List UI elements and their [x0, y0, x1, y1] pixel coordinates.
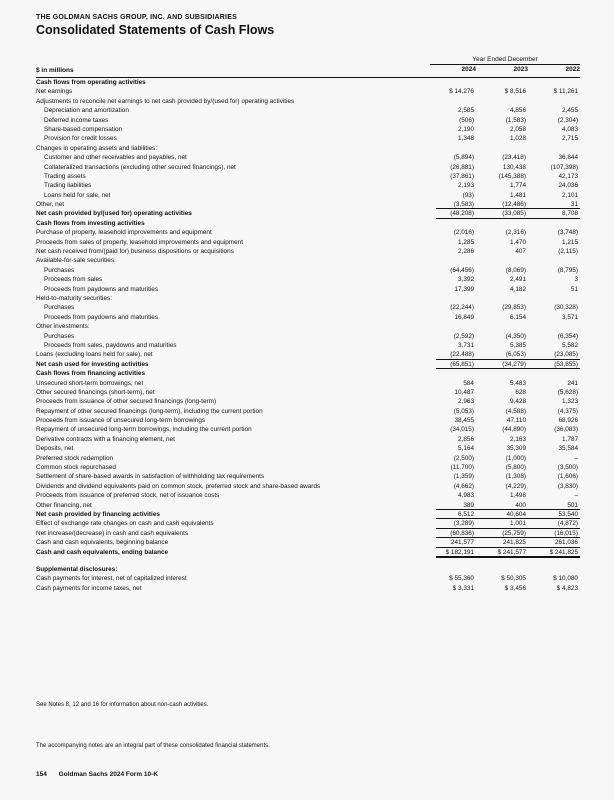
table-row — [36, 116, 580, 125]
value-cell-2024: $ 55,360 — [449, 575, 474, 583]
value-cell-2023: 40,604 — [506, 510, 526, 518]
row-label: Trading assets — [44, 172, 86, 180]
value-cell-2022: (36,083) — [554, 426, 578, 434]
value-cell-2024: (11,700) — [450, 464, 474, 472]
value-cell-2022: (2,115) — [558, 248, 578, 256]
value-cell-2023: $ 8,516 — [504, 88, 526, 96]
table-row — [36, 501, 580, 510]
value-cell-2023: 1,470 — [510, 238, 526, 246]
row-label: Cash flows from investing activities — [36, 219, 145, 227]
value-cell-2024: (93) — [462, 191, 474, 199]
value-cell-2022: 1,215 — [562, 238, 578, 246]
row-label: Proceeds from issuance of unsecured long-term borrowings — [36, 417, 206, 425]
table-row — [36, 87, 580, 96]
row-label: Net cash received from/(paid for) business dispositions or acquisitions — [36, 248, 234, 256]
non-cash-note: See Notes 8, 12 and 16 for information about non-cash activities. — [36, 702, 209, 708]
value-cell-2022: (53,855) — [554, 360, 578, 368]
value-cell-2022: 241 — [567, 379, 578, 387]
value-cell-2023: 2,491 — [510, 276, 526, 284]
row-label: Deposits, net — [36, 445, 74, 453]
row-label: Trading liabilities — [44, 182, 92, 190]
row-label: Proceeds from issuance of other secured financings (long-term) — [36, 398, 217, 406]
value-cell-2023: 35,309 — [506, 445, 526, 453]
report-name: Goldman Sachs 2024 Form 10-K — [58, 771, 159, 778]
value-cell-2022: 2,455 — [562, 107, 578, 115]
table-row — [36, 266, 580, 275]
row-label: Common stock repurchased — [36, 464, 116, 472]
cash-flow-table — [36, 78, 580, 593]
row-label: Provision for credit losses — [44, 135, 117, 143]
value-cell-2022: 31 — [570, 201, 578, 209]
value-cell-2023: 47,110 — [506, 417, 526, 425]
row-label: Settlement of share-based awards in satisfaction of withholding tax requirements — [36, 473, 265, 481]
value-cell-2024: 17,399 — [454, 285, 474, 293]
value-cell-2023: (6,053) — [505, 351, 526, 359]
table-row — [36, 303, 580, 312]
value-cell-2023: 628 — [515, 388, 526, 396]
section-header-row — [36, 219, 580, 228]
value-cell-2023: 1,028 — [510, 135, 526, 143]
table-row — [36, 163, 580, 172]
table-row — [36, 548, 580, 557]
table-row — [36, 106, 580, 115]
value-cell-2024: 1,348 — [458, 135, 474, 143]
value-cell-2023: (25,759) — [502, 529, 526, 537]
table-row — [36, 472, 580, 481]
column-headers — [430, 56, 580, 75]
table-row — [36, 144, 580, 153]
value-cell-2022: 5,582 — [562, 341, 578, 349]
value-cell-2023: (12,486) — [502, 201, 526, 209]
value-cell-2022: 3 — [574, 276, 578, 284]
table-row — [36, 200, 580, 209]
value-cell-2022: $ 11,261 — [553, 88, 578, 96]
table-row — [36, 491, 580, 500]
value-cell-2022: (30,328) — [554, 304, 578, 312]
value-cell-2022: (5,628) — [557, 388, 578, 396]
row-label: Proceeds from sales of property, leasehold improvements and equipment — [36, 238, 243, 246]
row-label: Cash and cash equivalents, beginning balance — [36, 539, 169, 547]
value-cell-2024: 16,849 — [454, 313, 474, 321]
section-header-row — [36, 565, 580, 574]
value-cell-2022: 501 — [567, 501, 578, 509]
value-cell-2023: 130,438 — [502, 163, 526, 171]
section-header-row — [36, 78, 580, 87]
row-label: Derivative contracts with a financing element, net — [36, 435, 175, 443]
table-row — [36, 322, 580, 331]
year-columns — [430, 65, 580, 75]
value-cell-2022: 8,708 — [562, 210, 578, 218]
table-row — [36, 350, 580, 359]
value-cell-2022: $ 4,823 — [556, 584, 578, 592]
table-row — [36, 444, 580, 453]
value-cell-2023: (4,588) — [505, 407, 526, 415]
value-cell-2023: (1,308) — [505, 473, 526, 481]
table-row — [36, 153, 580, 162]
table-row — [36, 181, 580, 190]
value-cell-2022: (1,606) — [557, 473, 578, 481]
value-cell-2024: (3,583) — [453, 201, 474, 209]
table-row — [36, 256, 580, 265]
row-label: Effect of exchange rate changes on cash and cash equivalents — [36, 520, 214, 528]
value-cell-2024: 6,512 — [458, 510, 474, 518]
value-cell-2022: 24,036 — [558, 182, 578, 190]
row-label: Proceeds from paydowns and maturities — [44, 313, 159, 321]
value-cell-2022: (6,354) — [557, 332, 578, 340]
row-label: Other financing, net — [36, 501, 92, 509]
value-cell-2023: (44,890) — [502, 426, 526, 434]
value-cell-2023: 6,154 — [510, 313, 526, 321]
value-cell-2024: 3,731 — [458, 341, 474, 349]
value-cell-2023: $ 50,305 — [501, 575, 526, 583]
year-column-0: 2024 — [461, 66, 476, 73]
value-cell-2022: (3,748) — [557, 229, 578, 237]
value-cell-2024: 3,392 — [458, 276, 474, 284]
table-row — [36, 275, 580, 284]
table-row — [36, 134, 580, 143]
value-cell-2024: 241,577 — [450, 539, 474, 547]
value-cell-2024: 2,856 — [458, 435, 474, 443]
row-label: Depreciation and amortization — [44, 107, 129, 115]
table-row — [36, 360, 580, 369]
value-cell-2022: (4,375) — [557, 407, 578, 415]
table-row — [36, 228, 580, 237]
value-cell-2024: (22,244) — [450, 304, 474, 312]
value-cell-2023: 1,481 — [510, 191, 526, 199]
value-cell-2024: 2,190 — [458, 125, 474, 133]
statement-title: Consolidated Statements of Cash Flows — [36, 23, 275, 37]
row-label: Customer and other receivables and payables, net — [44, 154, 187, 162]
row-label: Cash payments for income taxes, net — [36, 584, 142, 592]
value-cell-2023: $ 241,577 — [497, 548, 526, 556]
table-row — [36, 416, 580, 425]
value-cell-2023: 241,825 — [502, 539, 526, 547]
table-row — [36, 584, 580, 593]
value-cell-2022: (2,304) — [557, 116, 578, 124]
value-cell-2023: 1,498 — [510, 492, 526, 500]
value-cell-2024: 2,963 — [458, 398, 474, 406]
row-label: Cash flows from operating activities — [36, 79, 146, 86]
table-row — [36, 397, 580, 406]
row-label: Net earnings — [36, 88, 73, 96]
value-cell-2023: (23,418) — [502, 154, 526, 162]
value-cell-2022: – — [574, 492, 578, 500]
section-header-row — [36, 369, 580, 378]
value-cell-2024: (2,500) — [453, 454, 474, 462]
row-label: Dividends and dividend equivalents paid on common stock, preferred stock and share-based awards — [36, 482, 321, 490]
row-label: Purchases — [44, 332, 75, 340]
table-row — [36, 125, 580, 134]
value-cell-2022: 261,036 — [554, 539, 578, 547]
value-cell-2023: (5,800) — [505, 464, 526, 472]
value-cell-2024: (5,894) — [453, 154, 474, 162]
value-cell-2024: (1,359) — [453, 473, 474, 481]
value-cell-2022: 53,540 — [558, 510, 578, 518]
year-column-2: 2022 — [565, 66, 580, 73]
row-label: Held-to-maturity securities: — [36, 294, 112, 302]
value-cell-2024: (26,881) — [450, 163, 474, 171]
table-row — [36, 519, 580, 528]
value-cell-2022: 42,173 — [558, 172, 578, 180]
table-row — [36, 510, 580, 519]
row-label: Deferred income taxes — [44, 116, 109, 124]
value-cell-2024: (60,836) — [450, 529, 474, 537]
table-row — [36, 454, 580, 463]
table-row — [36, 294, 580, 303]
table-row — [36, 191, 580, 200]
row-label: Net cash provided by financing activities — [36, 510, 160, 518]
row-label: Purchases — [44, 266, 75, 274]
table-row — [36, 172, 580, 181]
row-label: Other, net — [36, 201, 65, 209]
value-cell-2024: 10,487 — [454, 388, 474, 396]
value-cell-2024: $ 14,276 — [449, 88, 474, 96]
table-row — [36, 285, 580, 294]
table-row — [36, 407, 580, 416]
value-cell-2024: (34,015) — [450, 426, 474, 434]
table-row — [36, 247, 580, 256]
value-cell-2023: (8,069) — [505, 266, 526, 274]
value-cell-2024: 2,585 — [458, 107, 474, 115]
row-label: Preferred stock redemption — [36, 454, 114, 462]
row-label: Proceeds from sales — [44, 276, 103, 284]
row-label: Net increase/(decrease) in cash and cash equivalents — [36, 529, 189, 537]
value-cell-2024: (4,662) — [453, 482, 474, 490]
value-cell-2024: (3,289) — [453, 520, 474, 528]
row-label: Repayment of unsecured long-term borrowings, including the current portion — [36, 426, 252, 434]
value-cell-2023: 1,774 — [510, 182, 526, 190]
value-cell-2023: (145,388) — [498, 172, 526, 180]
row-label: Cash flows from financing activities — [36, 370, 146, 378]
value-cell-2023: (2,316) — [505, 229, 526, 237]
table-row — [36, 313, 580, 322]
value-cell-2023: 1,001 — [510, 520, 526, 528]
value-cell-2023: 2,163 — [510, 435, 526, 443]
value-cell-2022: $ 241,825 — [549, 548, 578, 556]
page-footer — [36, 771, 158, 778]
value-cell-2022: 51 — [570, 285, 578, 293]
table-row — [36, 435, 580, 444]
year-column-1: 2023 — [513, 66, 528, 73]
value-cell-2022: 68,926 — [558, 417, 578, 425]
row-label: Net cash used for investing activities — [36, 360, 149, 368]
units-label: $ in millions — [36, 67, 74, 74]
value-cell-2024: 584 — [463, 379, 474, 387]
value-cell-2022: (3,500) — [557, 464, 578, 472]
value-cell-2022: 3,571 — [562, 313, 578, 321]
value-cell-2022: 1,323 — [562, 398, 578, 406]
accompanying-notes-footer: The accompanying notes are an integral part of these consolidated financial statements. — [36, 743, 270, 749]
value-cell-2023: (4,229) — [505, 482, 526, 490]
row-label: Proceeds from issuance of preferred stock, net of issuance costs — [36, 492, 220, 500]
table-row — [36, 529, 580, 538]
value-cell-2022: $ 10,080 — [553, 575, 578, 583]
value-cell-2022: (16,015) — [554, 529, 578, 537]
value-cell-2024: (5,053) — [453, 407, 474, 415]
row-label: Adjustments to reconcile net earnings to net cash provided by/(used for) operating activities — [36, 97, 295, 105]
value-cell-2023: (4,350) — [505, 332, 526, 340]
table-row — [36, 341, 580, 350]
value-cell-2023: 9,428 — [510, 398, 526, 406]
row-label: Other secured financings (short-term), net — [36, 388, 155, 396]
value-cell-2023: (33,085) — [502, 210, 526, 218]
row-label: Net cash provided by/(used for) operating activities — [36, 210, 192, 218]
page-number: 154 — [36, 771, 47, 778]
value-cell-2024: 1,285 — [458, 238, 474, 246]
year-ended-label: Year Ended December — [430, 56, 580, 65]
value-cell-2022: 4,083 — [562, 125, 578, 133]
row-label: Proceeds from paydowns and maturities — [44, 285, 159, 293]
row-label: Cash payments for interest, net of capitalized interest — [36, 575, 187, 583]
value-cell-2024: 2,193 — [458, 182, 474, 190]
value-cell-2024: (64,456) — [450, 266, 474, 274]
value-cell-2022: (4,872) — [557, 520, 578, 528]
row-label: Cash and cash equivalents, ending balance — [36, 548, 169, 556]
row-label: Supplemental disclosures: — [36, 565, 118, 573]
value-cell-2024: (48,208) — [450, 210, 474, 218]
table-row — [36, 238, 580, 247]
value-cell-2024: 38,455 — [454, 417, 474, 425]
table-row — [36, 97, 580, 106]
row-label: Proceeds from sales, paydowns and maturities — [44, 341, 177, 349]
value-cell-2024: (506) — [459, 116, 474, 124]
value-cell-2023: 400 — [515, 501, 526, 509]
table-row — [36, 463, 580, 472]
value-cell-2024: (2,592) — [453, 332, 474, 340]
value-cell-2022: (23,085) — [554, 351, 578, 359]
value-cell-2023: (1,583) — [505, 116, 526, 124]
value-cell-2023: 4,856 — [510, 107, 526, 115]
value-cell-2024: (65,851) — [450, 360, 474, 368]
row-label: Purchase of property, leasehold improvements and equipment — [36, 229, 212, 237]
table-row — [36, 557, 580, 565]
value-cell-2022: (8,795) — [557, 266, 578, 274]
table-row — [36, 209, 580, 218]
value-cell-2024: (37,861) — [450, 172, 474, 180]
value-cell-2024: 5,164 — [458, 445, 474, 453]
value-cell-2023: 2,058 — [510, 125, 526, 133]
value-cell-2024: 389 — [463, 501, 474, 509]
value-cell-2022: 36,844 — [558, 154, 578, 162]
table-row — [36, 425, 580, 434]
value-cell-2023: 5,483 — [510, 379, 526, 387]
table-row — [36, 538, 580, 547]
value-cell-2023: (34,279) — [502, 360, 526, 368]
row-label: Loans held for sale, net — [44, 191, 111, 199]
row-label: Collateralized transactions (excluding other secured financings), net — [44, 163, 236, 171]
value-cell-2023: 5,385 — [510, 341, 526, 349]
value-cell-2023: $ 3,456 — [504, 584, 526, 592]
value-cell-2023: 4,182 — [510, 285, 526, 293]
value-cell-2024: (2,016) — [453, 229, 474, 237]
row-label: Other investments: — [36, 323, 90, 331]
value-cell-2022: (107,398) — [550, 163, 578, 171]
value-cell-2022: 35,584 — [558, 445, 578, 453]
table-row — [36, 379, 580, 388]
row-label: Share-based compensation — [44, 125, 123, 133]
table-row — [36, 574, 580, 583]
row-label: Purchases — [44, 304, 75, 312]
value-cell-2023: (1,000) — [505, 454, 526, 462]
row-label: Available-for-sale securities: — [36, 257, 116, 265]
table-row — [36, 388, 580, 397]
table-row — [36, 332, 580, 341]
table-row — [36, 482, 580, 491]
value-cell-2024: 2,286 — [458, 248, 474, 256]
value-cell-2024: $ 3,331 — [452, 584, 474, 592]
company-name: THE GOLDMAN SACHS GROUP, INC. AND SUBSIDIARIES — [36, 14, 237, 21]
value-cell-2022: – — [574, 454, 578, 462]
value-cell-2023: 407 — [515, 248, 526, 256]
value-cell-2024: $ 182,191 — [445, 548, 474, 556]
row-label: Loans (excluding loans held for sale), net — [36, 351, 153, 359]
value-cell-2022: 2,715 — [562, 135, 578, 143]
value-cell-2022: (3,830) — [557, 482, 578, 490]
value-cell-2023: (29,853) — [502, 304, 526, 312]
row-label: Unsecured short-term borrowings, net — [36, 379, 144, 387]
value-cell-2022: 2,101 — [562, 191, 578, 199]
row-label: Repayment of other secured financings (long-term), including the current portion — [36, 407, 263, 415]
value-cell-2022: 1,787 — [562, 435, 578, 443]
value-cell-2024: 4,983 — [458, 492, 474, 500]
row-label: Changes in operating assets and liabilities: — [36, 144, 158, 152]
value-cell-2024: (22,488) — [450, 351, 474, 359]
